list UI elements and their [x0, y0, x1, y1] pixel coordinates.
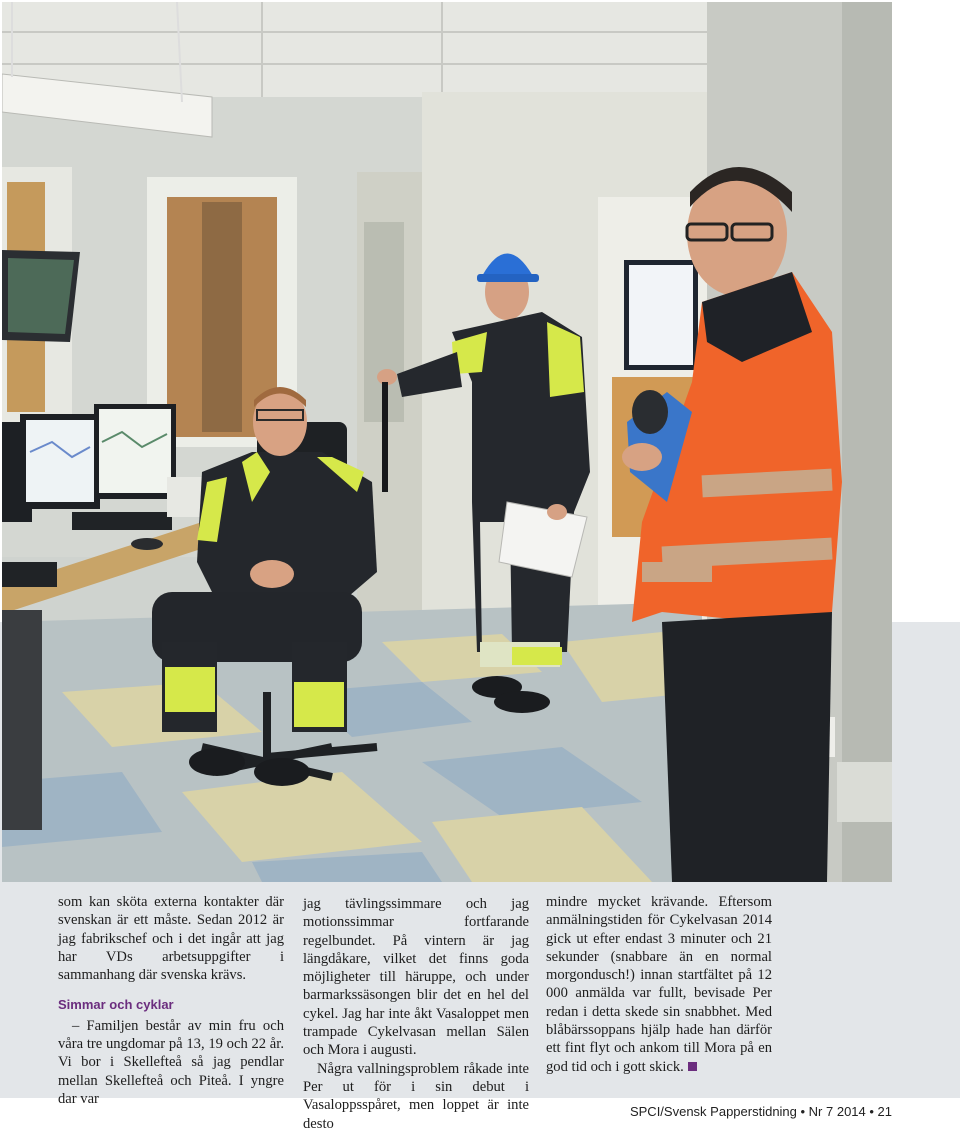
subheading: Simmar och cyklar — [58, 997, 174, 1013]
text-column-2 — [303, 895, 529, 1133]
text-column-3 — [546, 893, 772, 1076]
paragraph — [546, 893, 772, 1076]
page-footer: SPCI/Svensk Papperstidning • Nr 7 2014 • 21 — [629, 1104, 892, 1119]
paragraph-text: mindre mycket krävande. Eftersom anmälningstiden för Cykelvasan 2014 gick ut efter endast 3 minuter och 21 sekunder (snabbare än en normal morgondusch!) innan startfältet på 12 000 anmälda var fullt, bevisade Per redan i detta skede sin snabbhet. Med blåbärssoppans hjälp hade han därför ett fint flyt och ankom till Mora på en god tid och i gott skick. — [546, 894, 772, 1075]
photo-control-room — [2, 2, 892, 882]
paragraph: jag tävlingssimmare och jag motionssimmar fortfarande regelbundet. På vintern är jag längdåkare, vilket det finns goda möjligheter till häruppe, och under barmarkssäsongen blir det en hel del cykel. Jag har inte åkt Vasaloppet men trampade Cykelvasan mellan Sälen och Mora i augusti. — [303, 896, 529, 1059]
paragraph: som kan sköta externa kontakter där svenskan är ett måste. Sedan 2012 är jag fabrikschef och i det ingår att jag har VDs arbetsuppgifter i sammanhang där svenska krävs. — [58, 894, 284, 984]
end-mark-icon — [688, 1062, 697, 1071]
text-column-1 — [58, 893, 284, 1108]
paragraph: – Familjen består av min fru och våra tre ungdomar på 13, 19 och 22 år. Vi bor i Skellefteå så jag pendlar mellan Skellefteå och Piteå. I yngre dar var — [58, 1017, 284, 1107]
paragraph: Några vallningsproblem råkade inte Per ut för i sin debut i Vasaloppsspåret, men loppet är inte desto — [303, 1060, 529, 1132]
